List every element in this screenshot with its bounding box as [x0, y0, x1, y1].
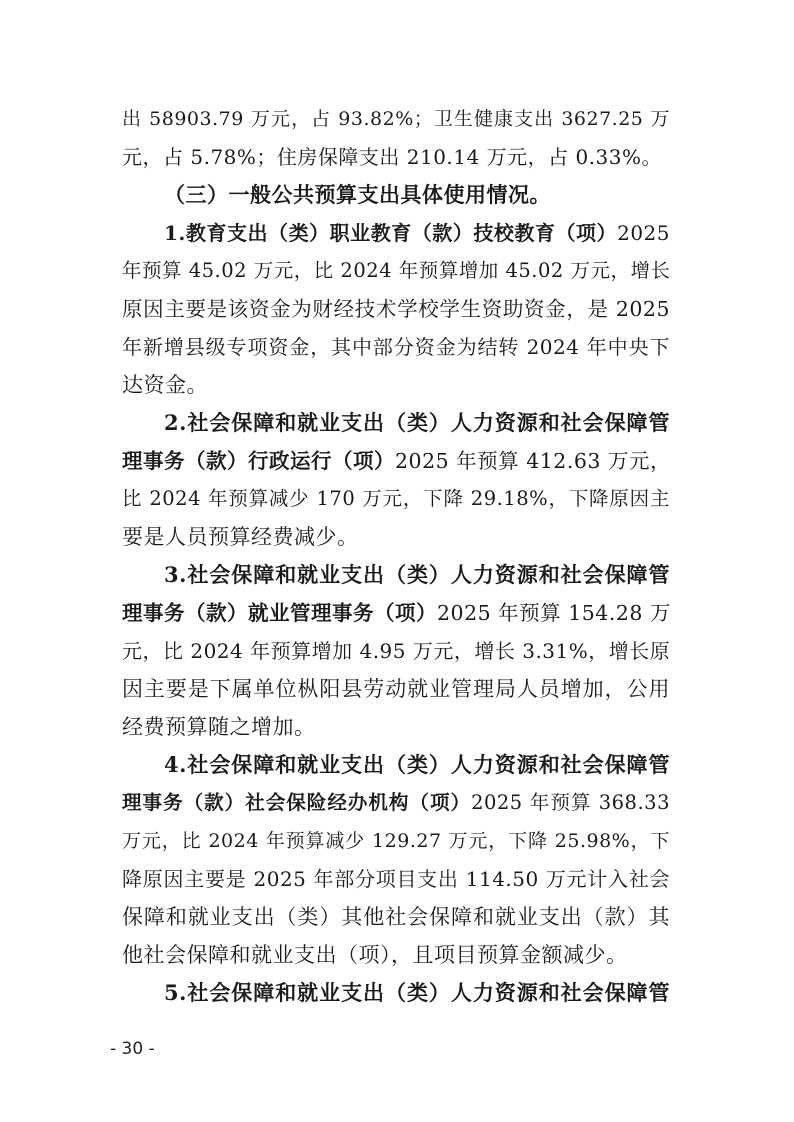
- text-line: 出 58903.79 万元，占 93.82%；卫生健康支出 3627.25 万: [122, 108, 670, 130]
- text-line: 年新增县级专项资金，其中部分资金为结转 2024 年中央下: [122, 335, 670, 359]
- text-line: 年预算 45.02 万元，比 2024 年预算增加 45.02 万元，增长: [122, 259, 671, 282]
- text-line: 万元，比 2024 年预算减少 129.27 万元，下降 25.98%，下: [122, 830, 670, 852]
- item-heading: 5.社会保障和就业支出（类）人力资源和社会保障管: [164, 980, 670, 1005]
- item-heading: 4.社会保障和就业支出（类）人力资源和社会保障管: [164, 752, 670, 777]
- item-heading: 3.社会保障和就业支出（类）人力资源和社会保障管: [164, 562, 670, 587]
- text-line: 他社会保障和就业支出（项），且项目预算金额减少。: [122, 943, 628, 967]
- item-heading: 2.社会保障和就业支出（类）人力资源和社会保障管: [164, 410, 670, 435]
- section-heading: （三）一般公共预算支出具体使用情况。: [164, 182, 551, 207]
- text-line: 保障和就业支出（类）其他社会保障和就业支出（款）其: [122, 905, 670, 929]
- text-line: 比 2024 年预算减少 170 万元，下降 29.18%，下降原因主: [122, 487, 670, 510]
- text-line: 经费预算随之增加。: [122, 715, 316, 739]
- text-line: 元，占 5.78%；住房保障支出 210.14 万元，占 0.33%。: [122, 145, 662, 169]
- text-line: 元，比 2024 年预算增加 4.95 万元，增长 3.31%，增长原: [122, 639, 671, 663]
- text-line: 理事务（款）社会保险经办机构（项）2025 年预算 368.33: [122, 791, 670, 814]
- text-line: 要是人员预算经费减少。: [122, 525, 359, 549]
- text-line: 降原因主要是 2025 年部分项目支出 114.50 万元计入社会: [122, 867, 670, 891]
- item-heading: 1.教育支出（类）职业教育（款）技校教育（项）2025: [164, 221, 670, 245]
- text-line: 达资金。: [122, 373, 208, 397]
- text-line: 因主要是下属单位枞阳县劳动就业管理局人员增加，公用: [122, 677, 670, 701]
- page-number: - 30 -: [110, 1039, 155, 1059]
- text-line: 理事务（款）就业管理事务（项）2025 年预算 154.28 万: [122, 601, 671, 625]
- text-line: 理事务（款）行政运行（项）2025 年预算 412.63 万元，: [122, 449, 671, 473]
- text-line: 原因主要是该资金为财经技术学校学生资助资金，是 2025: [122, 297, 670, 321]
